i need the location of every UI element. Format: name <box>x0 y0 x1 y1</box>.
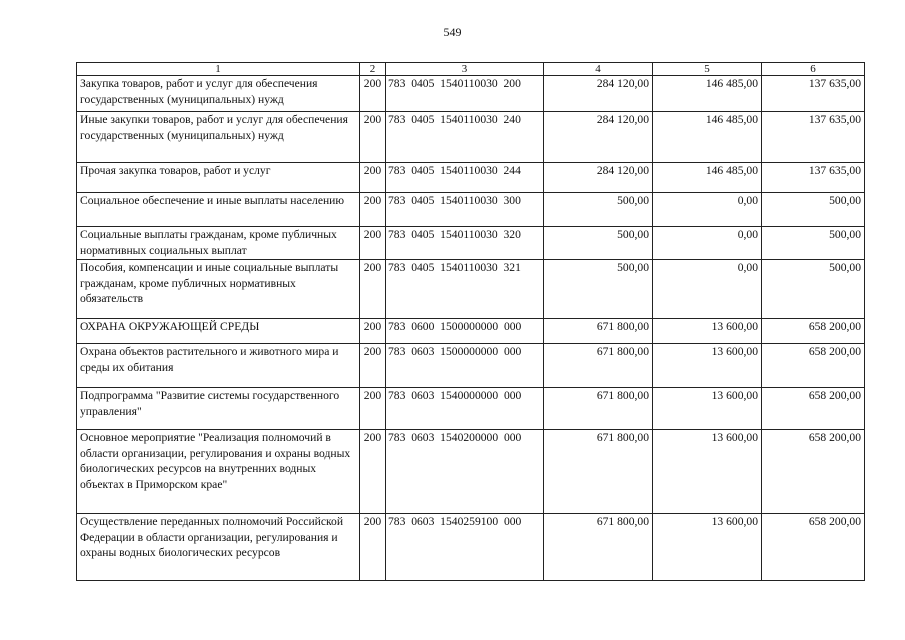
table-row <box>77 514 865 581</box>
column-header: 1 <box>77 63 360 76</box>
row-code-200: 200 <box>360 319 386 344</box>
row-value-4: 284 120,00 <box>544 76 653 112</box>
row-value-6: 658 200,00 <box>762 388 865 430</box>
row-budget-code: 783 0405 1540110030 321 <box>386 260 544 319</box>
row-budget-code: 783 0603 1500000000 000 <box>386 344 544 388</box>
table-row <box>77 193 865 227</box>
row-name: Социальные выплаты гражданам, кроме публичных нормативных социальных выплат <box>77 227 360 260</box>
row-budget-code: 783 0405 1540110030 244 <box>386 163 544 193</box>
row-value-5: 0,00 <box>653 193 762 227</box>
row-value-5: 0,00 <box>653 227 762 260</box>
table-header-row <box>77 63 865 76</box>
row-value-4: 500,00 <box>544 227 653 260</box>
row-code-200: 200 <box>360 163 386 193</box>
row-budget-code: 783 0405 1540110030 320 <box>386 227 544 260</box>
row-value-6: 500,00 <box>762 227 865 260</box>
row-value-6: 658 200,00 <box>762 344 865 388</box>
row-code-200: 200 <box>360 388 386 430</box>
row-budget-code: 783 0603 1540259100 000 <box>386 514 544 581</box>
row-name: Закупка товаров, работ и услуг для обеспечения государственных (муниципальных) нужд <box>77 76 360 112</box>
row-code-200: 200 <box>360 112 386 163</box>
row-name: Прочая закупка товаров, работ и услуг <box>77 163 360 193</box>
page-number: 549 <box>443 25 462 39</box>
column-header: 2 <box>360 63 386 76</box>
row-code-200: 200 <box>360 193 386 227</box>
column-header: 4 <box>544 63 653 76</box>
table-row <box>77 163 865 193</box>
row-budget-code: 783 0405 1540110030 240 <box>386 112 544 163</box>
row-value-4: 671 800,00 <box>544 514 653 581</box>
column-header: 3 <box>386 63 544 76</box>
row-code-200: 200 <box>360 227 386 260</box>
table-row <box>77 388 865 430</box>
row-value-4: 284 120,00 <box>544 112 653 163</box>
row-budget-code: 783 0603 1540000000 000 <box>386 388 544 430</box>
column-header: 6 <box>762 63 865 76</box>
row-value-5: 13 600,00 <box>653 388 762 430</box>
row-name: Подпрограмма "Развитие системы государственного управления" <box>77 388 360 430</box>
row-code-200: 200 <box>360 514 386 581</box>
row-name: Социальное обеспечение и иные выплаты населению <box>77 193 360 227</box>
table-row <box>77 227 865 260</box>
row-value-6: 500,00 <box>762 260 865 319</box>
row-value-6: 658 200,00 <box>762 514 865 581</box>
row-name: Осуществление переданных полномочий Российской Федерации в области организации, регулирования и охраны водных биологических ресурсов <box>77 514 360 581</box>
row-budget-code: 783 0405 1540110030 200 <box>386 76 544 112</box>
row-value-4: 284 120,00 <box>544 163 653 193</box>
row-budget-code: 783 0405 1540110030 300 <box>386 193 544 227</box>
row-value-5: 146 485,00 <box>653 163 762 193</box>
row-value-4: 500,00 <box>544 260 653 319</box>
row-name: ОХРАНА ОКРУЖАЮЩЕЙ СРЕДЫ <box>77 319 360 344</box>
table-row <box>77 260 865 319</box>
row-value-4: 671 800,00 <box>544 319 653 344</box>
row-code-200: 200 <box>360 260 386 319</box>
table-row <box>77 430 865 514</box>
row-code-200: 200 <box>360 430 386 514</box>
row-value-6: 137 635,00 <box>762 112 865 163</box>
row-value-5: 0,00 <box>653 260 762 319</box>
row-name: Иные закупки товаров, работ и услуг для обеспечения государственных (муниципальных) нужд <box>77 112 360 163</box>
row-value-4: 671 800,00 <box>544 430 653 514</box>
row-value-5: 13 600,00 <box>653 514 762 581</box>
row-value-6: 500,00 <box>762 193 865 227</box>
row-value-5: 146 485,00 <box>653 76 762 112</box>
row-budget-code: 783 0603 1540200000 000 <box>386 430 544 514</box>
row-budget-code: 783 0600 1500000000 000 <box>386 319 544 344</box>
row-value-5: 13 600,00 <box>653 319 762 344</box>
row-value-6: 137 635,00 <box>762 163 865 193</box>
row-value-5: 146 485,00 <box>653 112 762 163</box>
row-value-6: 658 200,00 <box>762 430 865 514</box>
row-code-200: 200 <box>360 344 386 388</box>
row-value-4: 500,00 <box>544 193 653 227</box>
row-value-5: 13 600,00 <box>653 344 762 388</box>
table-row <box>77 112 865 163</box>
row-code-200: 200 <box>360 76 386 112</box>
table-row <box>77 319 865 344</box>
row-name: Основное мероприятие "Реализация полномочий в области организации, регулирования и охраны водных биологических ресурсов на внутренних водных объектах в Приморском крае" <box>77 430 360 514</box>
row-value-6: 137 635,00 <box>762 76 865 112</box>
column-header: 5 <box>653 63 762 76</box>
budget-table <box>76 62 865 581</box>
table-row <box>77 344 865 388</box>
row-name: Охрана объектов растительного и животного мира и среды их обитания <box>77 344 360 388</box>
row-name: Пособия, компенсации и иные социальные выплаты гражданам, кроме публичных нормативных обязательств <box>77 260 360 319</box>
table-row <box>77 76 865 112</box>
row-value-6: 658 200,00 <box>762 319 865 344</box>
row-value-4: 671 800,00 <box>544 388 653 430</box>
row-value-4: 671 800,00 <box>544 344 653 388</box>
row-value-5: 13 600,00 <box>653 430 762 514</box>
